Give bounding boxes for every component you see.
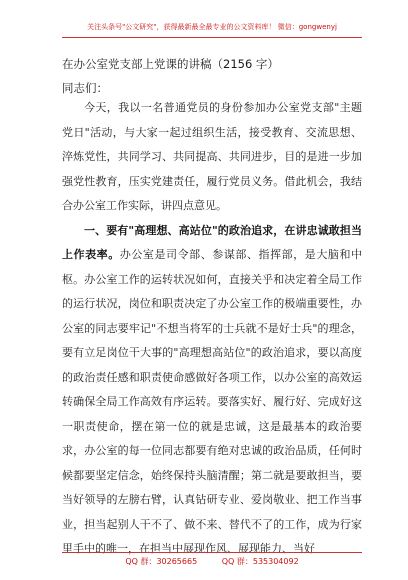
section-body: 办公室是司令部、参谋部、指挥部，是大脑和中枢。办公室工作的运转状况如何，直接关乎和决定着全局工作的运行状况，岗位和职责决定了办公室工作的极端重要性，办公室的同志要牢记"不想当将军的士兵就不是好士兵"的理念，要有立足岗位干大事的"高理想高站位"的政治追求，要以高度的政治责任感和职责使命感做好各项工作，以办公室的高效运转确保全局工作高效有序运转。要落实好、履行好、完成好这一职责使命，摆在第一位的就是忠诚，这是最基本的政治要求，办公室的每一位同志都要有绝对忠诚的政治品质，任何时候都要坚定信念，始终保持头脑清醒；第二就是要敢担当，要当好领导的左膀右臂，认真钻研专业、爱岗敬业、把工作当事业，担当起别人干不了、做不来、替代不了的工作，成为行家里手中的唯一，在担当中展现作风、展现能力、当好: [62, 248, 363, 555]
header-divider: [62, 37, 362, 38]
footer-divider: [62, 552, 362, 553]
document-title: 在办公室党支部上党课的讲稿（2156 字）: [62, 57, 279, 71]
section-heading: 一、要有"高理想、高站位"的政治追求，在讲忠诚敢担当上作表率。: [62, 223, 362, 261]
page-footer: [62, 555, 362, 569]
greeting: 同志们：: [62, 81, 108, 95]
paragraph-intro: 今天，我以一名普通党员的身份参加办公室党支部"主题党日"活动，与大家一起过组织生活，接受教育、交流思想、淬炼党性，共同学习、共同提高、共同进步，目的是进一步加强党性教育，压实党建责任，履行党员义务。借此机会，我结合办公室工作实际，讲四点意见。: [62, 101, 362, 212]
document-body: [62, 96, 362, 562]
footer-qq-group-2: QQ 群：535304092: [221, 557, 299, 566]
paragraph-section-one: [62, 219, 362, 562]
footer-qq-group-1: QQ 群：30265665: [125, 557, 198, 566]
page-header-banner: 关注头条号"公文研究"，获得最新最全最专业的公文资料库！ 微信：gongwenyj: [87, 23, 337, 31]
